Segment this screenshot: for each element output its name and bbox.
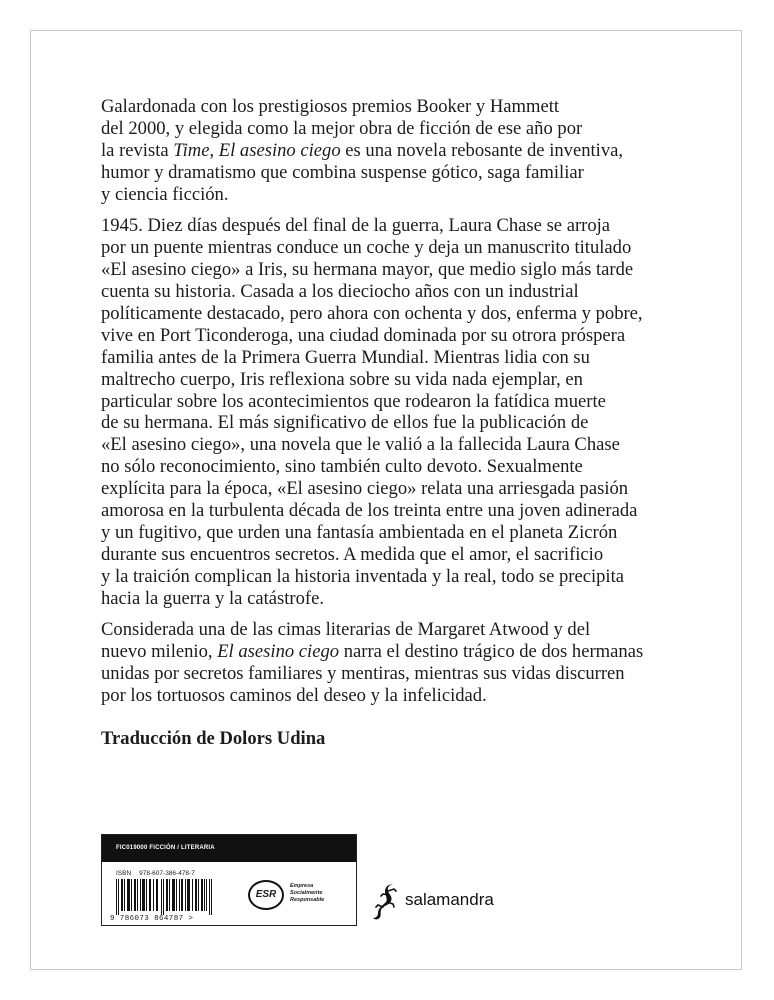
text-line: familia antes de la Primera Guerra Mundial. Mientras lidia con su xyxy=(101,346,590,368)
text-line: «El asesino ciego», una novela que le valió a la fallecida Laura Chase xyxy=(101,434,620,456)
text-line: Galardonada con los prestigiosos premios Booker y Hammett xyxy=(101,96,560,117)
text-line: particular sobre los acontecimientos que rodearon la fatídica muerte xyxy=(101,390,606,412)
publisher-name: salamandra xyxy=(405,890,494,909)
bisac-category: FIC019000 FICCIÓN / LITERARIA xyxy=(102,835,356,862)
text-run: , xyxy=(209,139,219,161)
text-line: de su hermana. El más significativo de ellos fue la publicación de xyxy=(101,412,589,434)
synopsis-paragraph-2 xyxy=(101,215,701,609)
text-line: vive en Port Ticonderoga, una ciudad dominada por su otrora próspera xyxy=(101,324,626,346)
synopsis-paragraph-3 xyxy=(101,619,701,707)
text-line: y un fugitivo, que urden una fantasía ambientada en el planeta Zicrón xyxy=(101,521,618,543)
text-line: y la traición complican la historia inventada y la real, todo se precipita xyxy=(101,565,625,587)
esr-line: Empresa xyxy=(290,883,314,889)
text-run: es una novela rebosante de inventiva, xyxy=(340,139,624,161)
esr-line: Socialmente xyxy=(290,890,323,896)
text-line: por un puente mientras conduce un coche y deja un manuscrito titulado xyxy=(101,237,632,259)
esr-mark: ESR xyxy=(248,880,284,910)
text-line: por los tortuosos caminos del deseo y la infelicidad. xyxy=(101,685,487,707)
text-line: del 2000, y elegida como la mejor obra de ficción de ese año por xyxy=(101,117,583,139)
text-run: la revista xyxy=(101,139,174,161)
barcode-digits: 9 786073 864787 > xyxy=(110,915,194,923)
text-line: Considerada una de las cimas literarias de Margaret Atwood y del xyxy=(101,619,591,641)
isbn-number: 978-607-386-478-7 xyxy=(139,870,195,877)
text-line xyxy=(101,641,701,663)
text-run: narra el destino trágico de dos hermanas xyxy=(339,641,644,663)
text-run: nuevo milenio, xyxy=(101,641,218,663)
text-line: 1945. Diez días después del final de la guerra, Laura Chase se arroja xyxy=(101,215,611,237)
text-line: «El asesino ciego» a Iris, su hermana mayor, que medio siglo más tarde xyxy=(101,259,634,281)
isbn-line xyxy=(116,870,195,877)
synopsis-paragraph-1 xyxy=(101,96,701,205)
text-line: y ciencia ficción. xyxy=(101,183,229,205)
text-line: humor y dramatismo que combina suspense gótico, saga familiar xyxy=(101,161,584,183)
text-line: hacia la guerra y la catástrofe. xyxy=(101,587,324,609)
isbn-label: ISBN xyxy=(116,870,132,877)
salamander-icon xyxy=(372,882,402,922)
esr-line: Responsable xyxy=(290,897,325,903)
book-title: El asesino ciego xyxy=(218,139,341,161)
text-line: maltrecho cuerpo, Iris reflexiona sobre su vida nada ejemplar, en xyxy=(101,368,583,390)
text-line: cuenta su historia. Casada a los dieciocho años con un industrial xyxy=(101,281,579,303)
text-line: explícita para la época, «El asesino ciego» relata una arriesgada pasión xyxy=(101,478,629,500)
esr-logo xyxy=(248,880,348,912)
barcode-icon xyxy=(116,879,214,915)
text-line xyxy=(101,140,701,162)
text-line: amorosa en la turbulenta década de los treinta entre una joven adinerada xyxy=(101,500,638,522)
text-line: unidas por secretos familiares y mentiras, mientras sus vidas discurren xyxy=(101,663,625,685)
magazine-title: Time xyxy=(173,139,210,161)
text-line: políticamente destacado, pero ahora con ochenta y dos, enferma y pobre, xyxy=(101,303,643,325)
book-title: El asesino ciego xyxy=(217,641,340,663)
back-cover-synopsis xyxy=(101,96,701,707)
esr-caption xyxy=(290,883,324,904)
text-line: no sólo reconocimiento, sino también culto devoto. Sexualmente xyxy=(101,456,583,478)
isbn-barcode-box xyxy=(101,834,357,926)
text-line: durante sus encuentros secretos. A medida que el amor, el sacrificio xyxy=(101,543,604,565)
translator-credit: Traducción de Dolors Udina xyxy=(101,728,326,749)
publisher-logo xyxy=(372,882,522,922)
